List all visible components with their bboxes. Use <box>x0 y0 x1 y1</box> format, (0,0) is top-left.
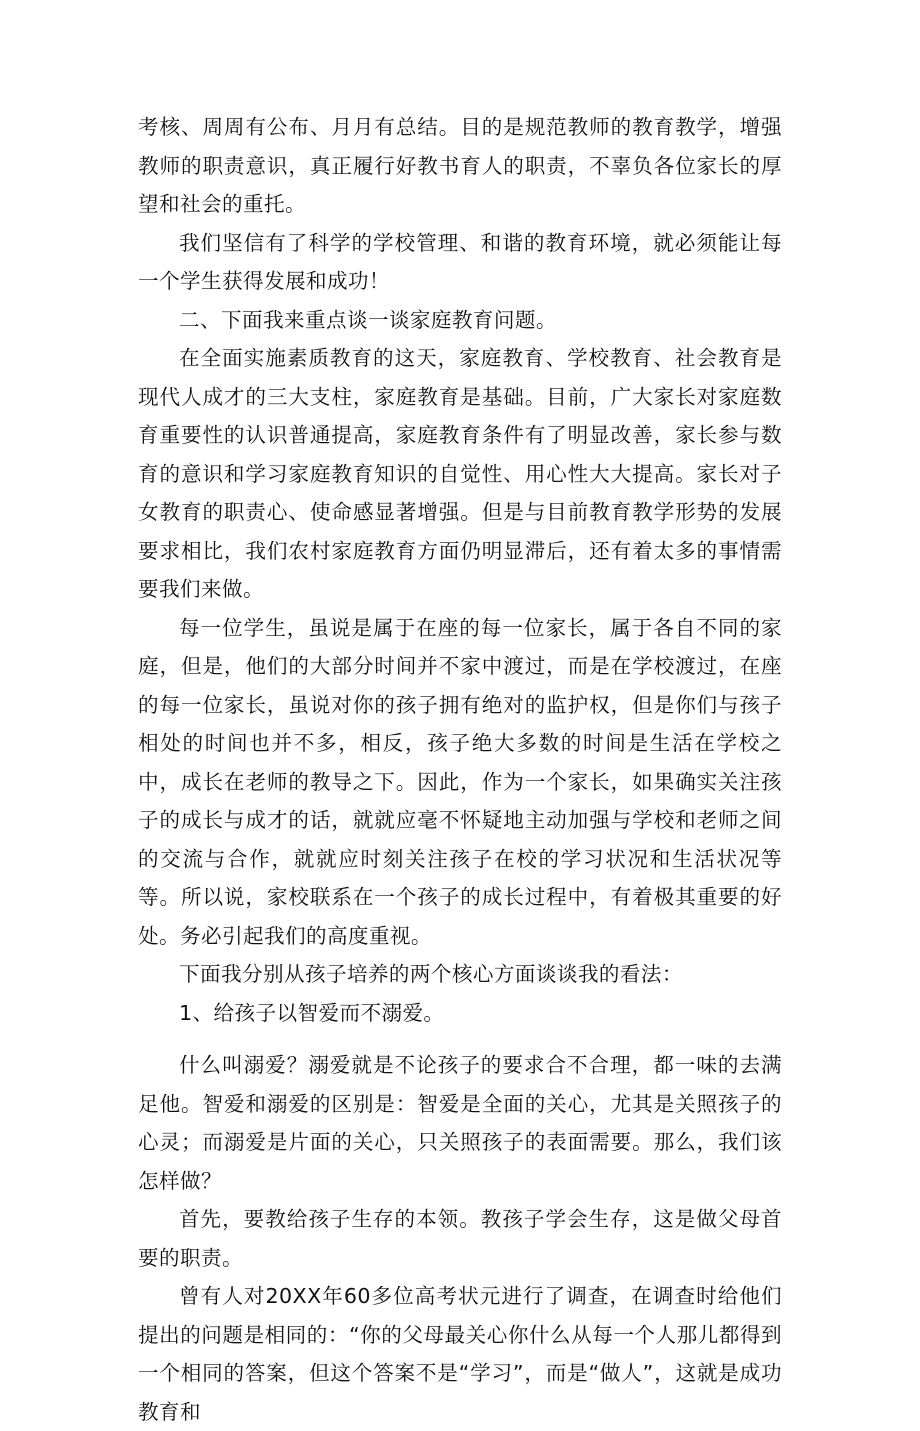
document-page <box>138 108 782 1431</box>
paragraph-survival-skills: 首先，要教给孩子生存的本领。教孩子学会生存，这是做父母首要的职责。 <box>138 1207 782 1270</box>
paragraph-quality-education: 在全面实施素质教育的这天，家庭教育、学校教育、社会教育是现代人成才的三大支柱，家庭教育是基础。目前，广大家长对家庭数育重要性的认识普通提高，家庭教育条件有了明显改善，家长参与数育的意识和学习家庭教育知识的自觉性、用心性大大提高。家长对子女教育的职责心、使命感显著增强。但是与目前教育教学形势的发展要求相比，我们农村家庭教育方面仍明显滞后，还有着太多的事情需要我们来做。 <box>138 346 782 601</box>
paragraph-every-student: 每一位学生，虽说是属于在座的每一位家长，属于各自不同的家庭，但是，他们的大部分时间并不家中渡过，而是在学校渡过，在座的每一位家长，虽说对你的孩子拥有绝对的监护权，但是你们与孩子相处的时间也并不多，相反，孩子绝大多数的时间是生活在学校之中，成长在老师的教导之下。因此，作为一个家长，如果确实关注孩子的成长与成才的话，就就应毫不怀疑地主动加强与学校和老师之间的交流与合作，就就应时刻关注孩子在校的学习状况和生活状况等等。所以说，家校联系在一个孩子的成长过程中，有着极其重要的好处。务必引起我们的高度重视。 <box>138 615 782 948</box>
list-item-wise-love: 1、给孩子以智爱而不溺爱。 <box>179 1000 445 1025</box>
paragraph-duty-closing: 考核、周周有公布、月月有总结。目的是规范教师的教育教学，增强教师的职责意识，真正履行好教书育人的职责，不辜负各位家长的厚望和社会的重托。 <box>138 115 782 216</box>
paragraph-exam-champions-survey: 曾有人对20XX年60多位高考状元进行了调查，在调查时给他们提出的问题是相同的：“你的父母最关心你什么从每一个人那儿都得到一个相同的答案，但这个答案不是“学习”，而是“做人”，这就是成功教育和 <box>138 1284 782 1424</box>
paragraph-school-management: 我们坚信有了科学的学校管理、和谐的教育环境，就必须能让每一个学生获得发展和成功！ <box>138 230 782 293</box>
section-heading-family-education: 二、下面我来重点谈一谈家庭教育问题。 <box>179 307 557 332</box>
paragraph-two-core-aspects: 下面我分别从孩子培养的两个核心方面谈谈我的看法： <box>179 962 683 986</box>
paragraph-what-is-spoiling: 什么叫溺爱？溺爱就是不论孩子的要求合不合理，都一味的去满足他。智爱和溺爱的区别是：智爱是全面的关心，尤其是关照孩子的心灵；而溺爱是片面的关心，只关照孩子的表面需要。那么，我们该怎样做？ <box>138 1053 782 1193</box>
